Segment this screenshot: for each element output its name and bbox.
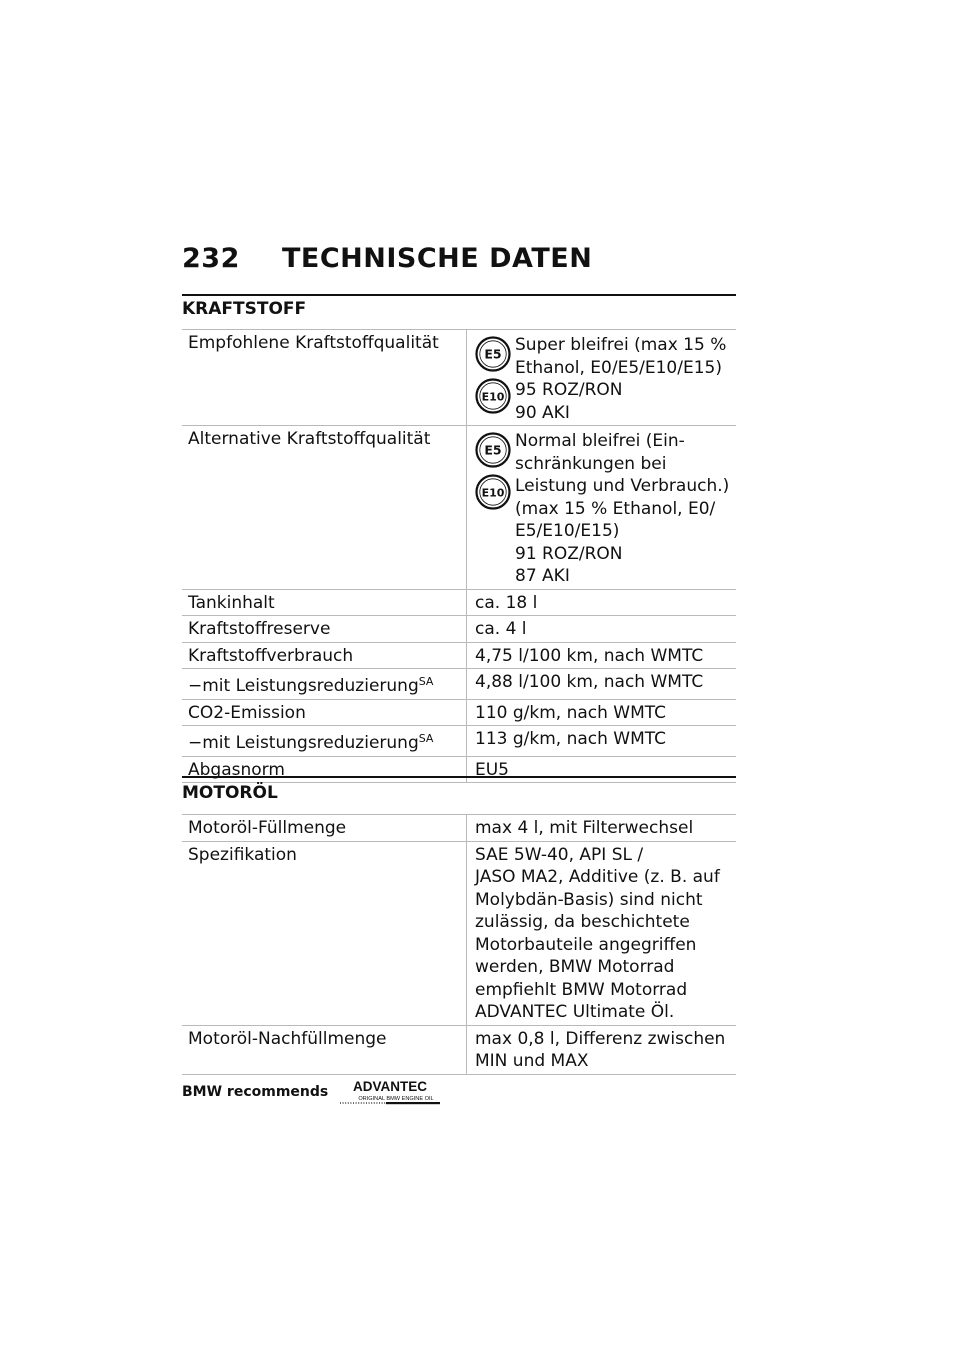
table-row — [182, 815, 736, 842]
bmw-recommends-text: BMW recommends — [182, 1084, 329, 1100]
row-value-line: Ethanol, E0/E5/E10/E15) — [515, 357, 722, 378]
row-value — [467, 699, 737, 726]
row-label — [182, 841, 467, 1025]
row-label-text: Kraftstoffreserve — [188, 619, 331, 639]
row-label-text: Abgasnorm — [188, 759, 285, 780]
row-value — [467, 589, 737, 616]
row-label — [182, 669, 467, 700]
row-value — [467, 330, 737, 426]
svg-text:E10: E10 — [481, 390, 505, 404]
advantec-recommendation — [182, 1078, 442, 1108]
row-label — [182, 1025, 467, 1074]
table-row — [182, 426, 736, 590]
row-label-text: −mit Leistungsreduzierung — [188, 733, 419, 753]
row-value — [467, 841, 737, 1025]
row-value-line: werden, BMW Motorrad — [475, 957, 675, 977]
table-row — [182, 1025, 736, 1074]
row-value-line: JASO MA2, Additive (z. B. auf — [475, 867, 720, 887]
row-label — [182, 815, 467, 842]
table-row — [182, 616, 736, 643]
row-value-line: E5/E10/E15) — [515, 521, 620, 541]
row-label-text: Motoröl-Nachfüllmenge — [188, 1028, 387, 1049]
row-value-line: Super bleifrei (max 15 % — [515, 335, 727, 355]
table-row — [182, 589, 736, 616]
row-label — [182, 726, 467, 757]
row-label — [182, 426, 467, 590]
row-value-line: ca. 18 l — [475, 592, 538, 613]
row-label-text: Spezifikation — [188, 844, 297, 865]
row-value-line: 87 AKI — [515, 566, 570, 586]
e5-fuel-icon — [475, 336, 511, 372]
section-kraftstoff — [182, 294, 736, 783]
option-marker: SA — [418, 732, 434, 745]
row-label-text: Motoröl-Füllmenge — [188, 818, 347, 838]
row-value — [467, 726, 737, 757]
table-row — [182, 669, 736, 700]
row-label — [182, 616, 467, 643]
page-header — [182, 243, 592, 274]
row-value-line: (max 15 % Ethanol, E0/ — [515, 498, 716, 519]
row-label-text: −mit Leistungsreduzierung — [188, 676, 419, 696]
page-number: 232 — [182, 243, 240, 274]
row-value-line: 91 ROZ/RON — [515, 543, 623, 564]
advantec-logo — [338, 1078, 442, 1108]
row-value-line: Motorbauteile angegriffen — [475, 934, 697, 955]
row-label — [182, 589, 467, 616]
row-value-line: 90 AKI — [515, 402, 570, 423]
row-value-line: EU5 — [475, 759, 509, 780]
e10-fuel-icon — [475, 378, 511, 414]
row-value-line: 113 g/km, nach WMTC — [475, 729, 667, 749]
table-row — [182, 841, 736, 1025]
row-value-line: Molybdän-Basis) sind nicht — [475, 889, 703, 910]
section-motoroel — [182, 776, 736, 1075]
svg-text:E10: E10 — [481, 486, 505, 500]
row-value-line: 4,75 l/100 km, nach WMTC — [475, 645, 704, 666]
table-row — [182, 330, 736, 426]
row-label-text: Empfohlene Kraftstoffqualität — [188, 333, 439, 353]
section-rule — [182, 294, 736, 296]
row-value-line: schränkungen bei — [515, 453, 667, 474]
row-value-line: SAE 5W-40, API SL / — [475, 844, 644, 865]
table-row — [182, 726, 736, 757]
row-value — [467, 642, 737, 669]
row-label-text: CO2-Emission — [188, 702, 306, 723]
row-value-line: max 0,8 l, Differenz zwischen — [475, 1028, 726, 1049]
row-label — [182, 330, 467, 426]
table-row — [182, 642, 736, 669]
e10-fuel-icon — [475, 474, 511, 510]
row-value-line: max 4 l, mit Filterwechsel — [475, 818, 694, 838]
row-label-text: Tankinhalt — [188, 592, 275, 613]
table-row — [182, 699, 736, 726]
motoroel-table — [182, 814, 736, 1075]
row-value-line: zulässig, da beschichtete — [475, 912, 690, 932]
section-title-motoroel: MOTORÖL — [182, 783, 278, 803]
section-rule — [182, 776, 736, 778]
row-label-text: Kraftstoffverbrauch — [188, 645, 354, 666]
svg-text:E5: E5 — [484, 346, 502, 362]
page-title: TECHNISCHE DATEN — [282, 243, 593, 274]
advantec-logo-sub: ORIGINAL BMW ENGINE OIL — [358, 1096, 434, 1102]
advantec-logo-word: ADVANTEC — [353, 1079, 428, 1094]
row-value-line: Normal bleifrei (Ein- — [515, 431, 685, 451]
row-value — [467, 669, 737, 700]
e5-fuel-icon — [475, 432, 511, 468]
row-value-line: ADVANTEC Ultimate Öl. — [475, 1002, 675, 1022]
svg-text:E5: E5 — [484, 442, 502, 458]
row-value — [467, 815, 737, 842]
row-value — [467, 1025, 737, 1074]
row-value-line: MIN und MAX — [475, 1051, 589, 1071]
row-label-text: Alternative Kraftstoffqualität — [188, 429, 431, 449]
row-value-line: 110 g/km, nach WMTC — [475, 702, 667, 723]
row-value-line: 4,88 l/100 km, nach WMTC — [475, 672, 704, 692]
row-value-line: Leistung und Verbrauch.) — [515, 476, 730, 496]
row-value — [467, 426, 737, 590]
row-label — [182, 699, 467, 726]
row-value-line: ca. 4 l — [475, 619, 527, 639]
section-title-kraftstoff: KRAFTSTOFF — [182, 299, 307, 319]
row-value-line: 95 ROZ/RON — [515, 380, 623, 400]
row-value — [467, 616, 737, 643]
row-value-line: empfiehlt BMW Motorrad — [475, 979, 688, 1000]
row-label — [182, 642, 467, 669]
kraftstoff-table — [182, 329, 736, 783]
option-marker: SA — [418, 675, 434, 688]
